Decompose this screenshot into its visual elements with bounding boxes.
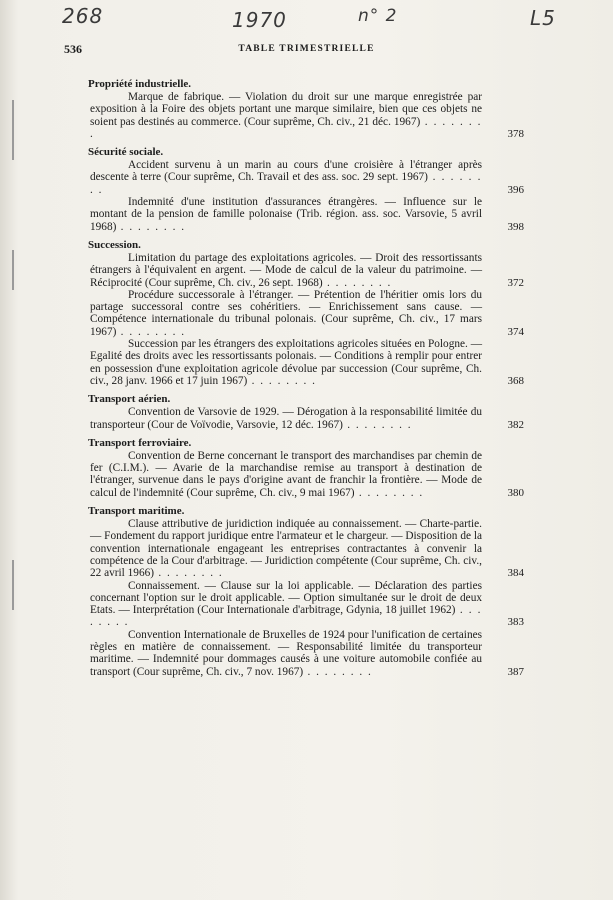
leader-dots: . . . . . . . . [116,220,186,233]
entry-page-number: 380 [507,486,524,499]
index-entry [90,338,524,387]
handwritten-note: L5 [530,6,556,30]
leader-dots: . . . . . . . . [90,171,482,196]
section-heading: Transport maritime. [88,505,185,518]
section-heading: Transport aérien. [88,393,171,406]
index-entry [90,288,524,338]
entry-text: Marque de fabrique. — Violation du droit sur une marque enregistrée par exposition à la Foire des objets portant une marque similaire, bien que ces objets ne soient pas destinés au commerce. (Cour suprême, Ch. civ., 21 déc. 1967) [90,91,482,128]
leader-dots: . . . . . . . . [322,276,392,289]
entry-page-number: 374 [507,325,524,338]
entry-page-number: 387 [507,665,524,678]
leader-dots: . . . . . . . . [90,604,482,629]
binding-mark [12,100,14,160]
entry-text: Procédure successorale à l'étranger. — Prétention de l'héritier omis lors du partage successoral contre ses cohéritiers. — Enrichissement sans cause. — Compétence internationale du tribunal polonais. (Cour suprême, Ch. civ., 17 mars 1967) [90,288,482,338]
handwritten-note: 268 [62,4,104,28]
leader-dots: . . . . . . . . [154,567,224,580]
index-entry [90,406,524,431]
binding-mark [12,250,14,290]
leader-dots: . . . . . . . . [354,486,424,499]
entry-text: Indemnité d'une institution d'assurances étrangères. — Influence sur le montant de la pension de famille polonaise (Trib. région. ass. soc. Varsovie, 5 avril 1968) [90,196,482,233]
index-entry [90,196,524,233]
entry-text: Clause attributive de juridiction indiquée au connaissement. — Charte-partie. — Fondement du rapport juridique entre l'armateur et le chargeur. — Disposition de la convention internationale engageant les entreprises contractantes à convenir la compétence de la Cour d'arbitrage. — Juridiction compétente (Cour suprême, Ch. civ., 22 avril 1966) [90,518,482,580]
section-heading: Propriété industrielle. [88,78,192,90]
leader-dots: . . . . . . . . [303,665,373,678]
handwritten-note: n° 2 [358,6,398,26]
section-heading: Sécurité sociale. [88,146,164,159]
entry-page-number: 383 [507,616,524,629]
entry-text: Convention de Varsovie de 1929. — Dérogation à la responsabilité limitée du transporteur (Cour de Voïvodie, Varsovie, 12 déc. 1967) [90,406,482,431]
entry-page-number: 378 [507,127,524,140]
leader-dots: . . . . . . . . [342,418,413,431]
entry-page-number: 382 [507,418,524,431]
handwritten-note: 1970 [232,8,287,32]
running-title: TABLE TRIMESTRIELLE [238,44,375,54]
index-section [88,238,524,387]
entry-page-number: 398 [507,220,524,233]
index-entry [90,159,524,196]
index-entry [90,579,524,629]
leader-dots: . . . . . . . . [90,115,482,140]
entry-text: Convention de Berne concernant le transport des marchandises par chemin de fer (C.I.M.). — Avarie de la marchandise remise au transport à destination de l'étranger, survenue dans le pays d'origine avant de franchir la frontière. — Mode de calcul de l'indemnité (Cour suprême, Ch. civ., 9 mai 1967) [90,449,482,499]
entry-text: Accident survenu à un marin au cours d'une croisière à l'étranger après descente à terre (Cour suprême, Ch. Travail et des ass. soc. 29 sept. 1967) [90,159,482,184]
index-section [88,505,524,678]
index-entry [90,518,524,580]
index-entry [90,91,524,140]
entry-page-number: 368 [507,374,524,387]
index-content [88,78,524,684]
section-heading: Succession. [88,238,141,251]
index-section [88,78,524,140]
entry-page-number: 372 [507,276,524,289]
leader-dots: . . . . . . . . [116,325,186,338]
entry-text: Convention Internationale de Bruxelles de 1924 pour l'unification de certaines règles en matière de connaissement. — Responsabilité limitée du transporteur maritime. — Indemnité pour dommages causés à une voiture automobile confiée au transport (Cour suprême, Ch. civ., 7 nov. 1967) [90,628,482,678]
page-number: 536 [64,42,82,56]
entry-text: Connaissement. — Clause sur la loi applicable. — Déclaration des parties concernant l'option sur le droit applicable. — Option simultanée sur le droit de deux Etats. — Interprétation (Cour Internationale d'arbitrage, Gdynia, 18 juillet 1962) [90,579,482,617]
index-section [88,436,524,499]
section-heading: Transport ferroviaire. [88,436,192,449]
leader-dots: . . . . . . . . [247,374,317,387]
index-section [88,393,524,431]
entry-page-number: 396 [507,183,524,196]
entry-page-number: 384 [507,567,524,580]
index-entry [90,251,524,289]
entry-text: Succession par les étrangers des exploitations agricoles situées en Pologne. — Egalité des droits avec les ressortissants polonais. — Conditions à remplir pour entrer en possession d'une exploitation agricole dévolue par succession (Cour suprême, Ch. civ., 28 janv. 1966 et 17 juin 1967) [90,338,482,387]
index-entry [90,449,524,499]
index-section [88,146,524,233]
binding-mark [12,560,14,610]
index-entry [90,628,524,678]
entry-text: Limitation du partage des exploitations agricoles. — Droit des ressortissants étrangers à l'équivalent en argent. — Mode de calcul de la valeur du patrimoine. — Réciprocité (Cour suprême, Ch. civ., 26 sept. 1968) [90,251,482,289]
